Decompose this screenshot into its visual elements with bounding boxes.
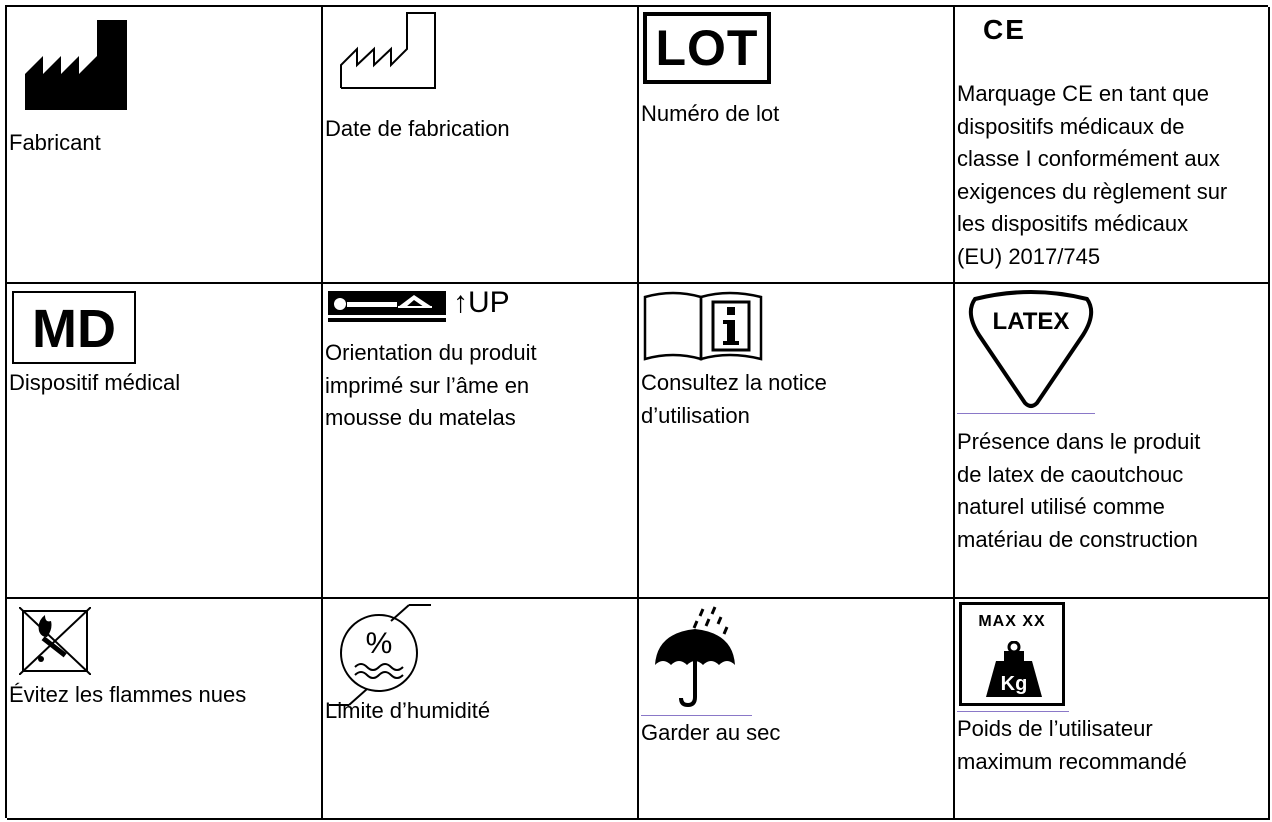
instructions-icon bbox=[643, 289, 765, 361]
label-lot: Numéro de lot bbox=[641, 101, 780, 126]
cell-ce bbox=[955, 7, 1270, 284]
lot-icon: LOT bbox=[643, 12, 771, 84]
label-md: Dispositif médical bbox=[9, 370, 181, 395]
latex-icon bbox=[965, 289, 1097, 409]
mattress-orientation-icon bbox=[328, 291, 446, 323]
svg-text:%: % bbox=[365, 627, 393, 660]
cell-lot bbox=[639, 7, 955, 284]
label-no-flame: Évitez les flammes nues bbox=[9, 682, 247, 707]
symbols-table bbox=[5, 5, 1268, 818]
cell-dry bbox=[639, 599, 955, 820]
cell-manufacturer bbox=[7, 7, 323, 284]
factory-outline-icon bbox=[339, 11, 439, 91]
label-humidity: Limite d’humidité bbox=[325, 698, 491, 723]
cell-humidity bbox=[323, 599, 639, 820]
label-ifu: Consultez la notice d’utilisation bbox=[641, 370, 827, 428]
max-weight-icon-underline bbox=[957, 711, 1069, 712]
humidity-limit-icon bbox=[327, 601, 435, 709]
cell-manufacture-date bbox=[323, 7, 639, 284]
label-ce: Marquage CE en tant que dispositifs médicaux de classe I conformément aux exigences du règlement sur les dispositifs médicaux (EU) 2017/745 bbox=[957, 81, 1228, 269]
label-latex: Présence dans le produit de latex de caoutchouc naturel utilisé comme matériau de construction bbox=[957, 429, 1201, 552]
svg-text:LATEX: LATEX bbox=[992, 308, 1070, 335]
umbrella-icon bbox=[651, 603, 741, 709]
umbrella-icon-underline bbox=[641, 715, 752, 716]
svg-text:Kg: Kg bbox=[1000, 673, 1028, 695]
cell-orientation bbox=[323, 284, 639, 599]
up-arrow-label: ↑UP bbox=[453, 286, 510, 319]
factory-icon bbox=[23, 16, 129, 112]
label-manufacture-date: Date de fabrication bbox=[325, 116, 510, 141]
label-manufacturer: Fabricant bbox=[9, 130, 101, 155]
cell-latex bbox=[955, 284, 1270, 599]
max-weight-icon: MAX XX Kg bbox=[959, 602, 1065, 706]
label-dry: Garder au sec bbox=[641, 720, 781, 745]
ce-mark-icon: CE bbox=[983, 14, 1026, 45]
cell-no-flame bbox=[7, 599, 323, 820]
latex-icon-underline bbox=[957, 413, 1095, 414]
cell-max-weight bbox=[955, 599, 1270, 820]
md-icon: MD bbox=[12, 291, 136, 364]
cell-md bbox=[7, 284, 323, 599]
no-open-flame-icon bbox=[19, 607, 91, 675]
cell-ifu bbox=[639, 284, 955, 599]
label-max-weight: Poids de l’utilisateur maximum recommandé bbox=[957, 716, 1187, 774]
label-orientation: Orientation du produit imprimé sur l’âme en mousse du matelas bbox=[325, 340, 537, 430]
